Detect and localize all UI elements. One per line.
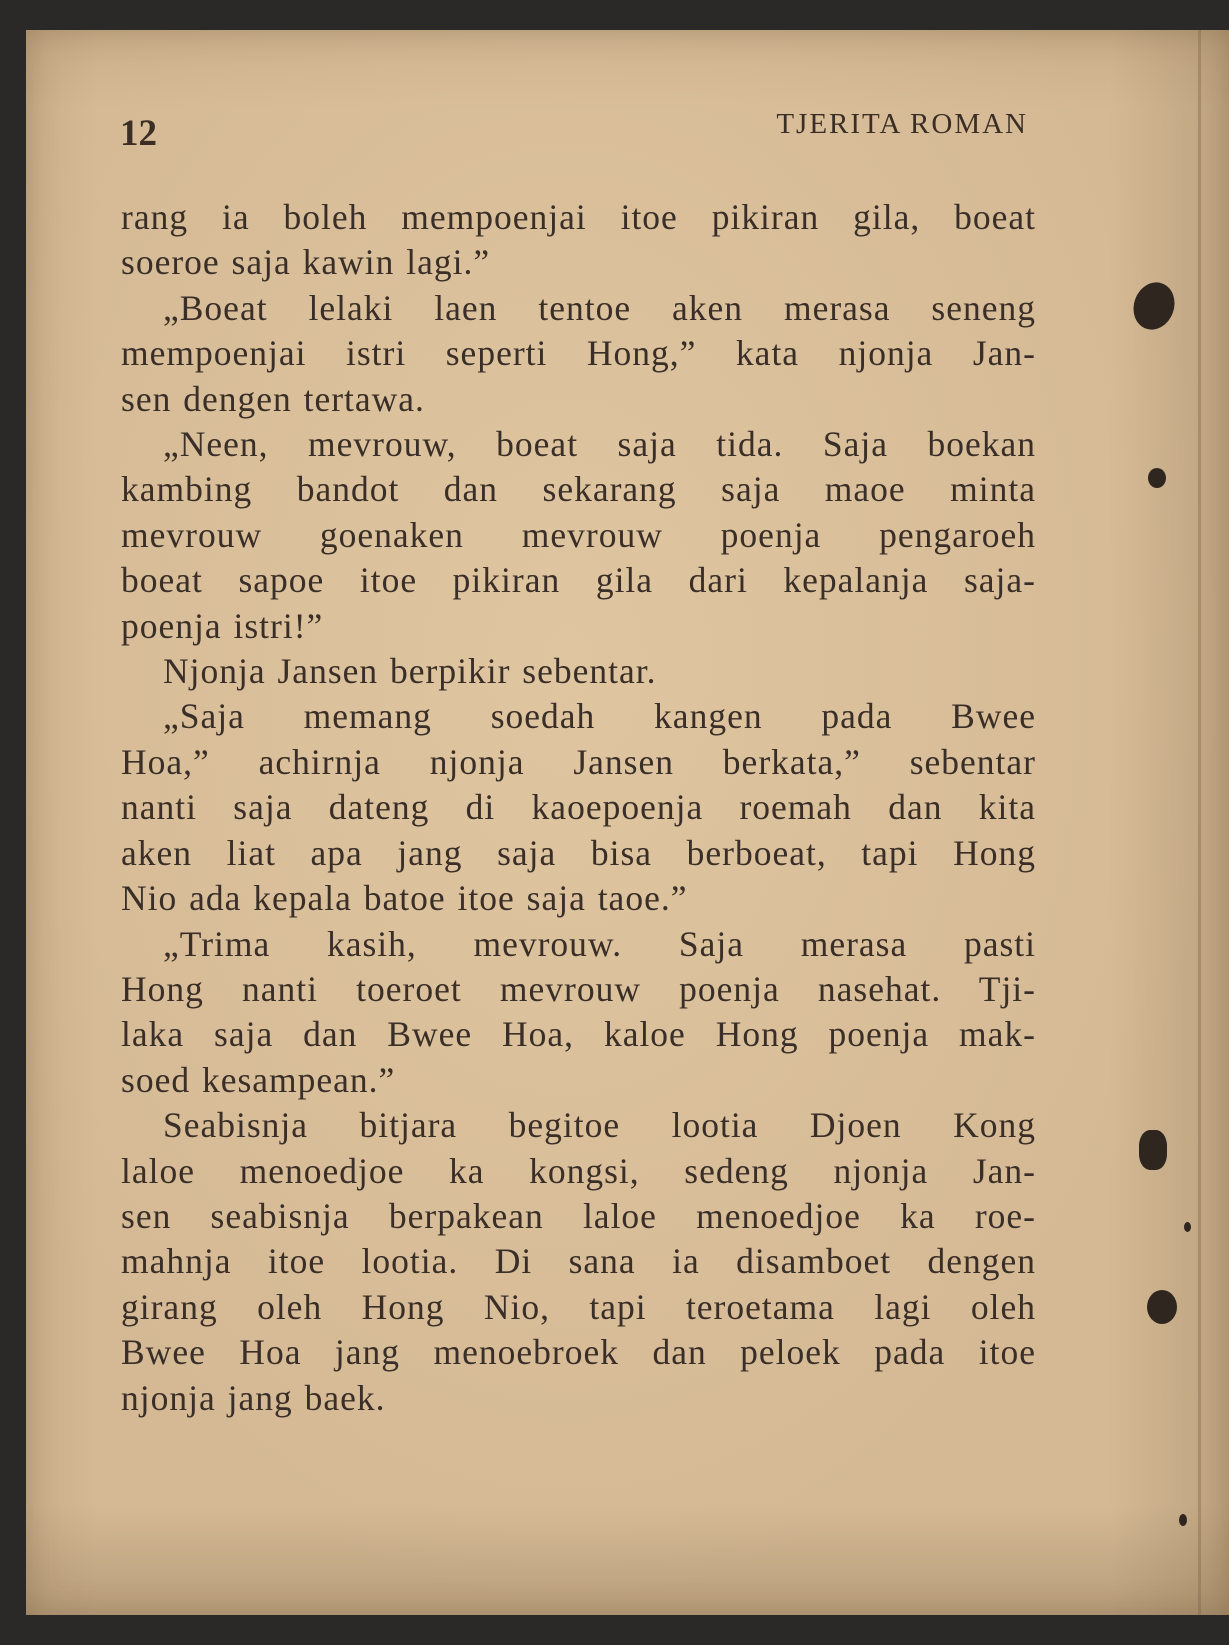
- text-line: mempoenjai istri seperti Hong,” kata njonja Jan-: [121, 333, 1036, 374]
- page-number: 12: [120, 113, 157, 154]
- running-title: TJERITA ROMAN: [776, 108, 1028, 140]
- text-line: laka saja dan Bwee Hoa, kaloe Hong poenja mak-: [121, 1014, 1036, 1055]
- ink-stain: [1148, 468, 1166, 488]
- text-line: Nio ada kepala batoe itoe saja taoe.”: [121, 878, 688, 919]
- text-line: „Saja memang soedah kangen pada Bwee: [163, 696, 1036, 737]
- text-line: njonja jang baek.: [121, 1377, 386, 1418]
- text-line: Hong nanti toeroet mevrouw poenja nasehat. Tji-: [121, 968, 1036, 1009]
- text-line: nanti saja dateng di kaoepoenja roemah dan kita: [121, 787, 1036, 828]
- text-line: sen seabisnja berpakean laloe menoedjoe ka roe-: [121, 1195, 1036, 1236]
- text-line: Njonja Jansen berpikir sebentar.: [163, 651, 657, 692]
- text-line: „Trima kasih, mevrouw. Saja merasa pasti: [163, 923, 1036, 964]
- text-line: Seabisnja bitjara begitoe lootia Djoen Kong: [163, 1105, 1036, 1146]
- book-page: [26, 30, 1229, 1615]
- text-line: rang ia boleh mempoenjai itoe pikiran gila, boeat: [121, 197, 1036, 237]
- text-line: Hoa,” achirnja njonja Jansen berkata,” sebentar: [121, 741, 1036, 782]
- text-line: mevrouw goenaken mevrouw poenja pengaroeh: [121, 514, 1036, 555]
- text-line: soed kesampean.”: [121, 1059, 396, 1100]
- body-text: [121, 195, 1036, 1421]
- text-line: poenja istri!”: [121, 605, 324, 646]
- text-line: „Neen, mevrouw, boeat saja tida. Saja boekan: [163, 424, 1036, 465]
- text-line: mahnja itoe lootia. Di sana ia disamboet dengen: [121, 1241, 1036, 1282]
- text-line: „Boeat lelaki laen tentoe aken merasa seneng: [163, 287, 1036, 328]
- ink-stain: [1127, 277, 1181, 336]
- text-line: kambing bandot dan sekarang saja maoe minta: [121, 469, 1036, 510]
- ink-stain: [1184, 1222, 1191, 1232]
- text-line: girang oleh Hong Nio, tapi teroetama lagi oleh: [121, 1286, 1036, 1327]
- page-gutter: [1198, 30, 1201, 1615]
- text-line: laloe menoedjoe ka kongsi, sedeng njonja Jan-: [121, 1150, 1036, 1191]
- ink-stain: [1179, 1514, 1187, 1526]
- text-line: soeroe saja kawin lagi.”: [121, 242, 491, 283]
- ink-stain: [1139, 1130, 1167, 1170]
- text-line: aken liat apa jang saja bisa berboeat, tapi Hong: [121, 832, 1036, 873]
- text-line: boeat sapoe itoe pikiran gila dari kepalanja saja-: [121, 560, 1036, 601]
- ink-stain: [1147, 1290, 1177, 1324]
- text-line: Bwee Hoa jang menoebroek dan peloek pada itoe: [121, 1332, 1036, 1373]
- text-line: sen dengen tertawa.: [121, 378, 425, 419]
